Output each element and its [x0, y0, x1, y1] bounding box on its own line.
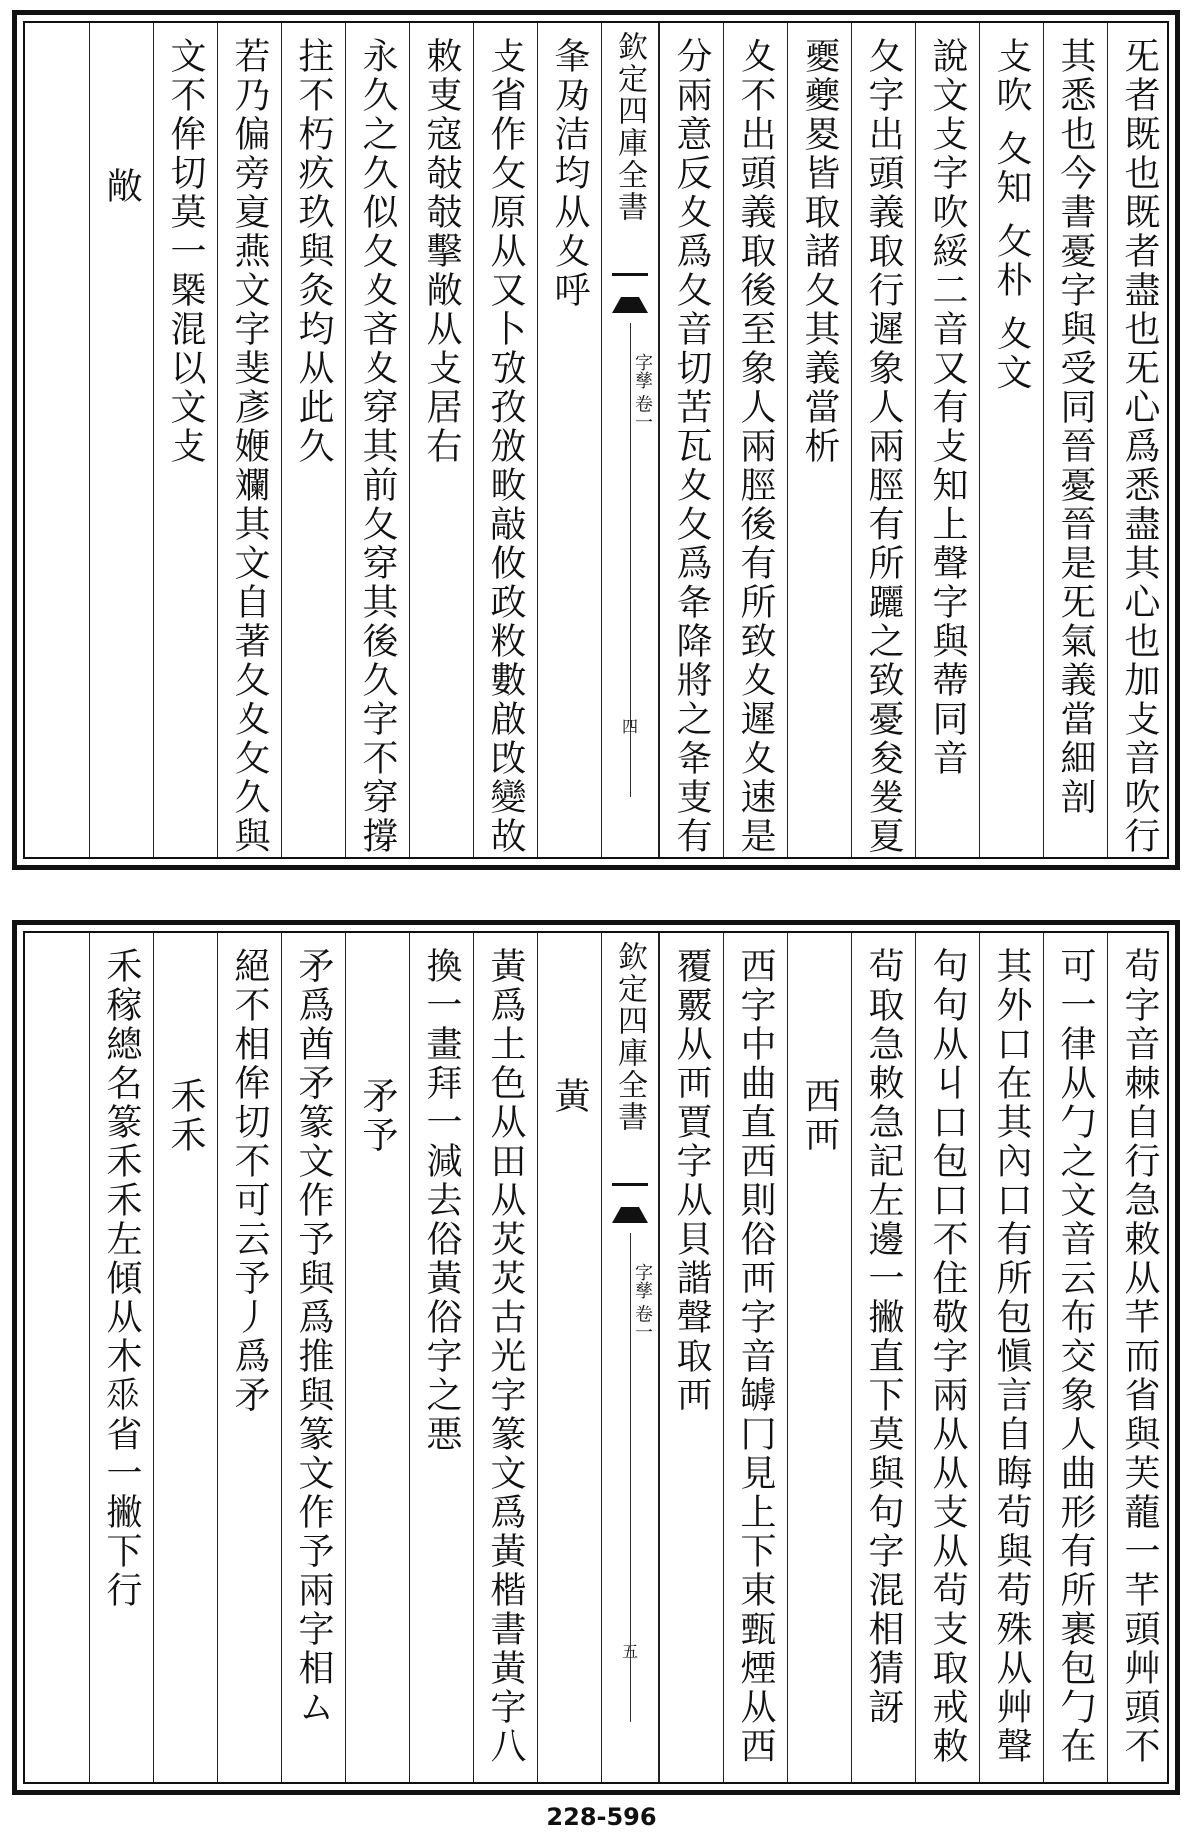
column-text: 永久之久似夂夊吝夊穿其前夂穿其後久字不穿撐: [357, 37, 398, 856]
top-page: [12, 10, 1180, 870]
column-text: 若乃偏旁㚆燕文字斐彥㛹斕其文自著夂夊攵久與: [229, 37, 270, 856]
banner-leaf-number: 五: [621, 1642, 638, 1661]
column-text: 西襾: [799, 1077, 840, 1155]
column-text: 其外口在其內口有所包愼言自晦茍與苟殊从艸聲: [991, 947, 1032, 1766]
text-column: [409, 933, 473, 1782]
column-text: 文不侔切莫一槩混以文攴: [165, 37, 206, 466]
text-column: [723, 23, 787, 857]
text-column: [473, 933, 537, 1782]
page-number: 228-596: [546, 1803, 657, 1831]
text-column: [409, 23, 473, 857]
text-column: [915, 23, 979, 857]
text-column: [537, 23, 601, 857]
text-column: [537, 933, 601, 1782]
column-text: 攴吹 夂知 攵朴 夊文: [991, 37, 1032, 393]
column-text: 可一律从勹之文音云布交象人曲形有所裹包勹在: [1055, 947, 1096, 1766]
banner-volume: 字孳 卷一: [632, 353, 653, 431]
bottom-page-frame: [23, 931, 1169, 1784]
column-text: 茍取急敕急記左邊一撇直下莫與句字混相猜訝: [863, 947, 904, 1727]
column-text: 換一畫拜一減去俗黃俗字之悪: [421, 947, 462, 1454]
banner-leaf-number: 四: [621, 717, 638, 736]
column-text: 絕不相侔切不可云予丿爲矛: [229, 947, 270, 1415]
text-column: [787, 933, 851, 1782]
text-column: [345, 23, 409, 857]
column-text: 覆覈从襾賈字从貝諧聲取襾: [671, 947, 712, 1415]
text-column: [1043, 933, 1107, 1782]
column-text: 句句从丩口包口不住敬字兩从从支从茍支取戒敕: [927, 947, 968, 1766]
text-column: [153, 23, 217, 857]
text-column: [659, 23, 723, 857]
column-text: 敕叓寇敧攲擊敞从攴居右: [421, 37, 462, 466]
fishtail-banner: [601, 23, 659, 857]
column-text: 拄不朽疚玖與灸均从此久: [293, 37, 334, 466]
text-column: [659, 933, 723, 1782]
column-text: 其悉也今書憂字與受同晉憂晉是旡氣義當細剖: [1055, 37, 1096, 817]
text-column: [1107, 23, 1171, 857]
text-column: [851, 933, 915, 1782]
column-text: 茍字音棘自行急敕从芊而省與芙蘢一芊頭艸頭不: [1119, 947, 1160, 1766]
top-page-frame: [23, 21, 1169, 859]
text-column: [851, 23, 915, 857]
text-column: [787, 23, 851, 857]
column-text: 夂字出頭義取行遲象人兩脛有所躧之致憂夋夎夏: [863, 37, 904, 856]
text-column: [217, 933, 281, 1782]
text-column: [979, 933, 1043, 1782]
bottom-page: [12, 920, 1180, 1795]
text-column: [281, 933, 345, 1782]
column-text: 旡者既也既者盡也旡心爲悉盡其心也加攴音吹行: [1119, 37, 1160, 856]
text-column: [473, 23, 537, 857]
text-column: [345, 933, 409, 1782]
text-column: [1107, 933, 1171, 1782]
text-column: [281, 23, 345, 857]
banner-title: 欽定四庫全書: [612, 941, 647, 1133]
banner-title: 欽定四庫全書: [612, 31, 647, 223]
column-text: 說文攴字吹綏二音又有攴知上聲字與蔕同音: [927, 37, 968, 778]
column-text: 矛爲酋矛篆文作予與爲推與篆文作予兩字相ム: [293, 947, 334, 1727]
column-text: 黃爲土色从田从炗炗古光字篆文爲黃楷書黃字八: [485, 947, 526, 1766]
text-column: [89, 23, 153, 857]
text-column: [153, 933, 217, 1782]
column-text: 敞: [101, 167, 142, 206]
fishtail-banner: [601, 933, 659, 1782]
column-text: 攴省作攵原从又卜攷孜攽畋敲攸政敉數啟攺變故: [485, 37, 526, 856]
column-text: 禾稼總名篆禾禾左傾从木𠂹省一撇下行: [101, 947, 142, 1610]
banner-volume: 字孳 卷一: [632, 1263, 653, 1341]
column-text: 黃: [549, 1077, 590, 1116]
column-text: 夆夃洁均从夊呼: [549, 37, 590, 310]
column-text: 禾禾: [165, 1077, 206, 1155]
text-column: [915, 933, 979, 1782]
text-column: [1043, 23, 1107, 857]
column-text: 夊不出頭義取後至象人兩脛後有所致夊遲夊速是: [735, 37, 776, 856]
column-text: 矛予: [357, 1077, 398, 1155]
column-text: 夒夔畟皆取諸夂其義當析: [799, 37, 840, 466]
column-text: 西字中曲直西則俗襾字音罅冂見上下束甄煙从西: [735, 947, 776, 1766]
text-column: [89, 933, 153, 1782]
text-column: [979, 23, 1043, 857]
text-column: [217, 23, 281, 857]
text-column: [723, 933, 787, 1782]
column-text: 分兩意反夊爲夂音切苦瓦夊夂爲夅降將之夅叓有: [671, 37, 712, 856]
